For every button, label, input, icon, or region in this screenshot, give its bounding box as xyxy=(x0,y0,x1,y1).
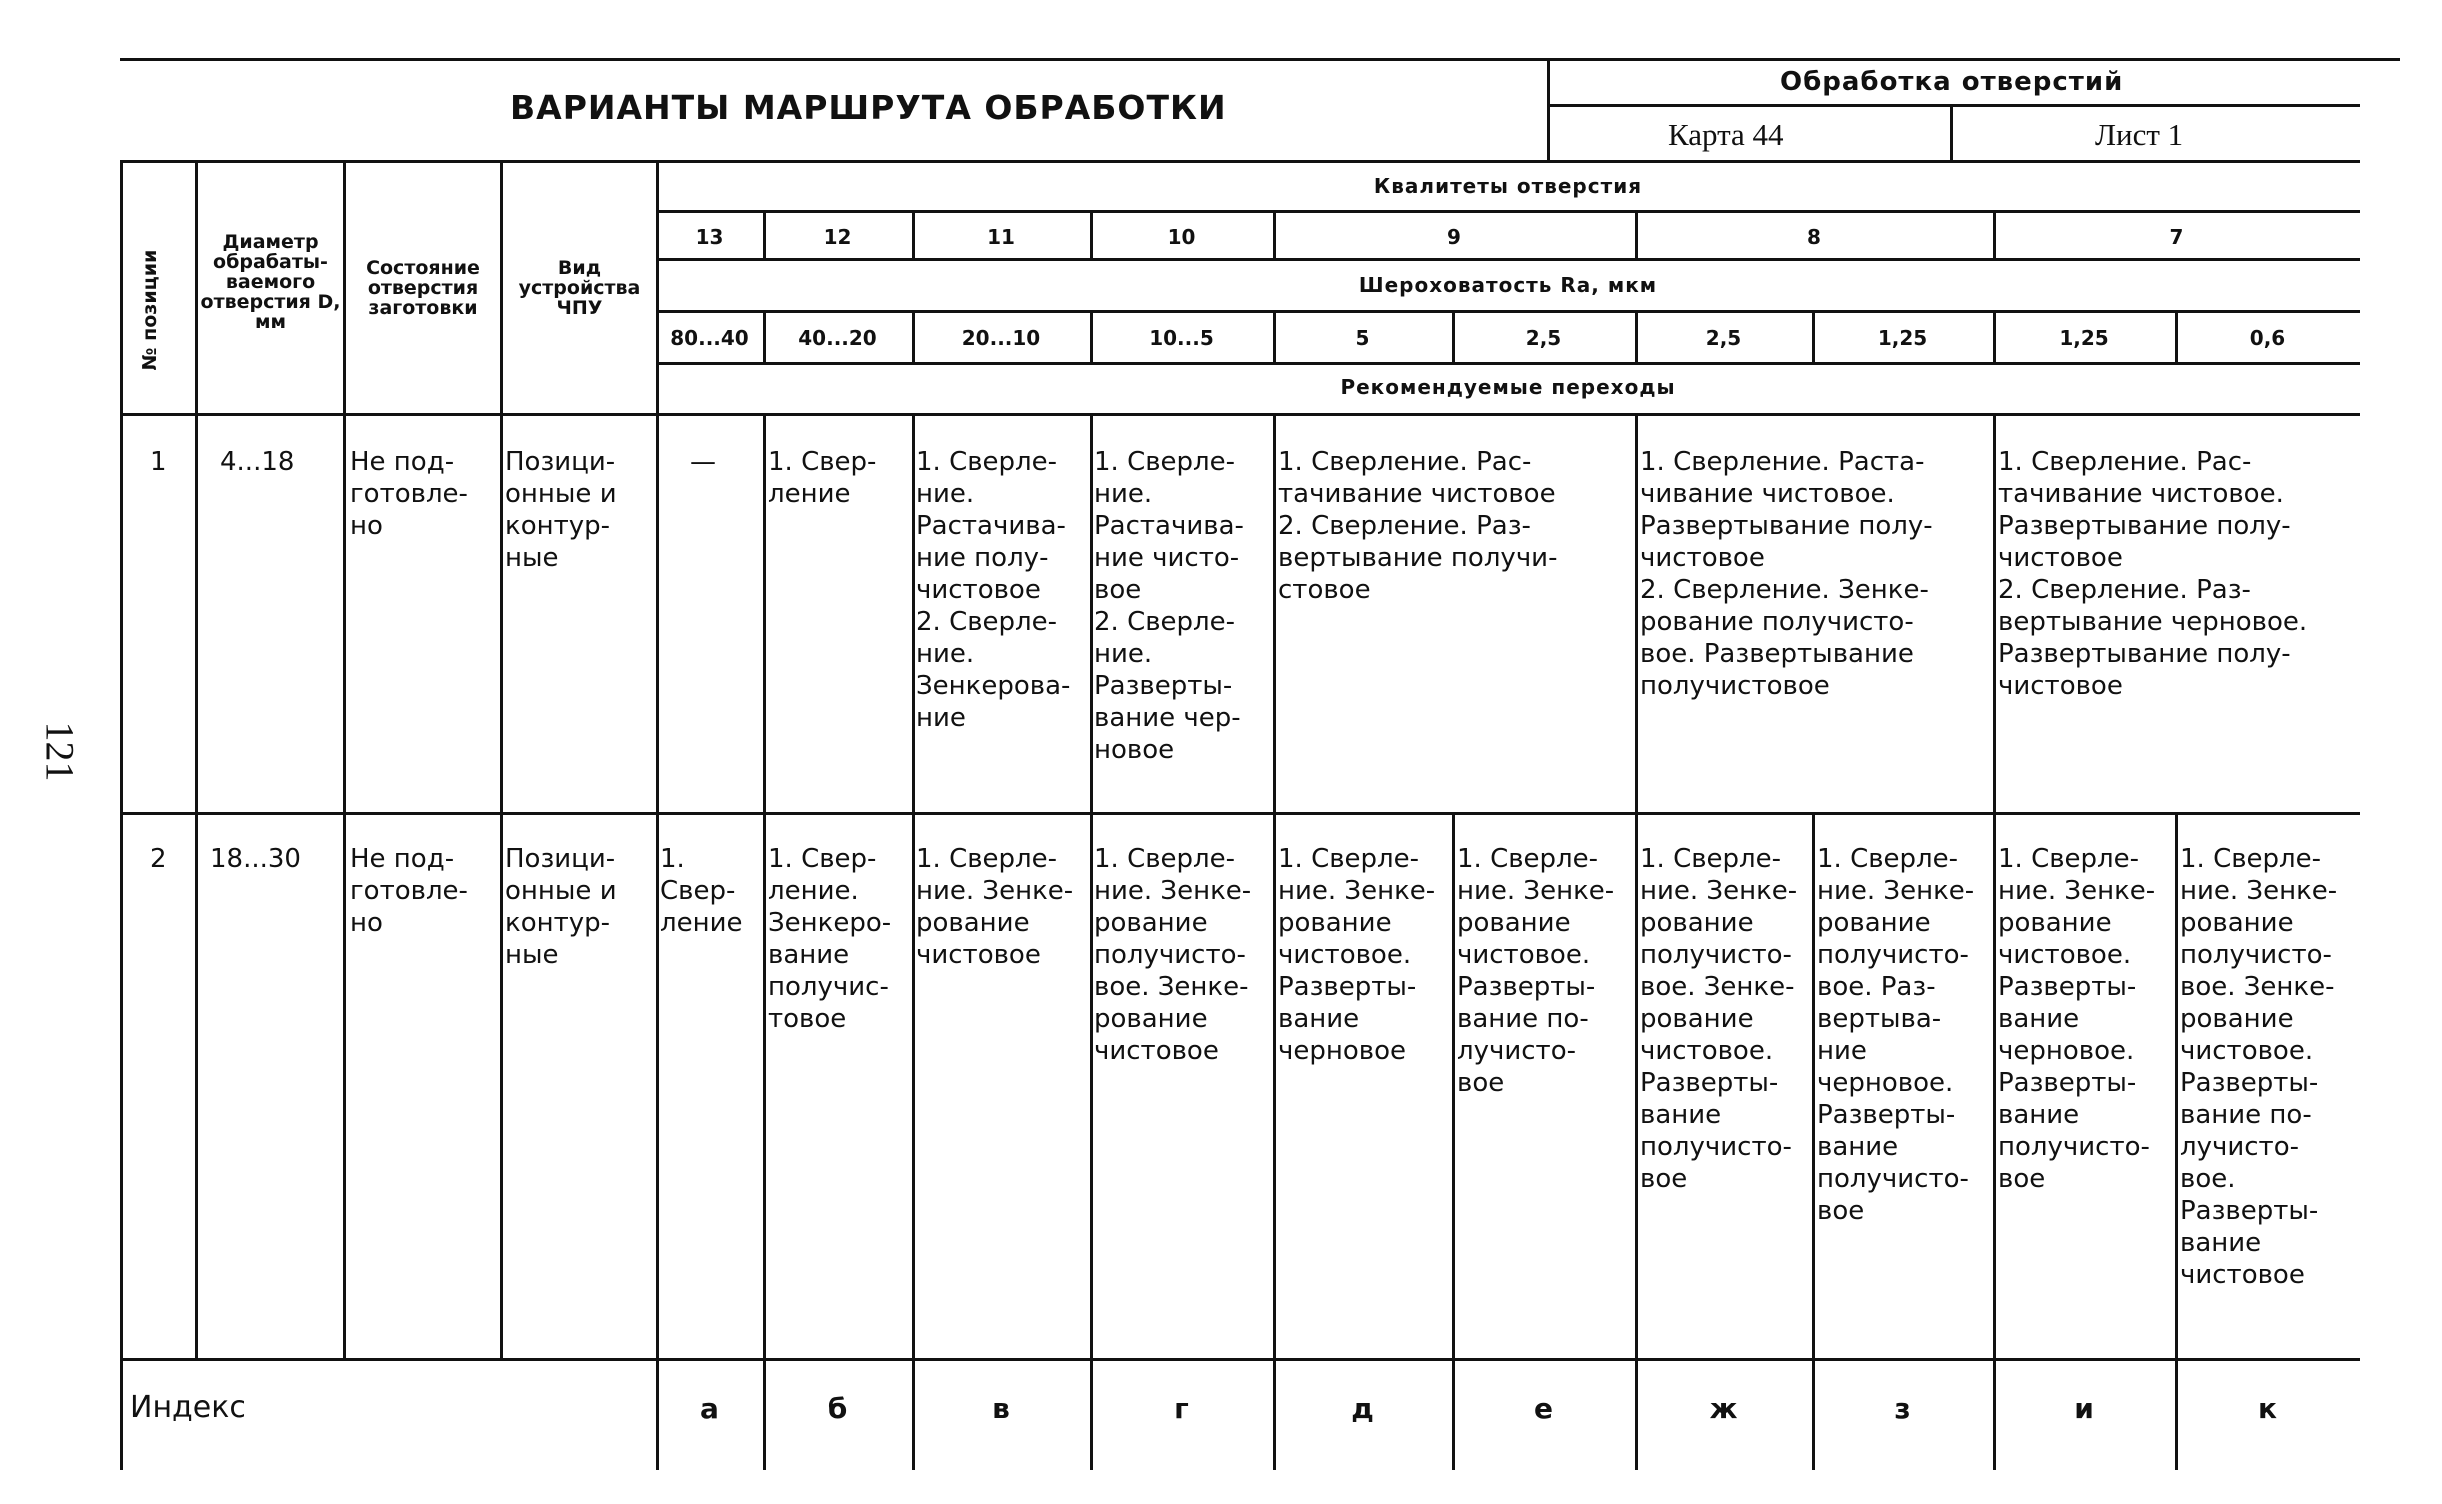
body-sep-9 xyxy=(1273,413,1276,1470)
row1-cnc: Позици- онные и контур- ные xyxy=(505,447,617,573)
quality-11: 11 xyxy=(987,225,1015,249)
body-sep-10 xyxy=(1090,413,1093,1470)
header-bottom-rule xyxy=(120,413,2360,416)
row2-cell-d: 1. Сверле- ние. Зенке- рование чистовое. Разверты- вание черновое xyxy=(1278,844,1436,1066)
roughness-8: 1,25 xyxy=(1877,326,1928,350)
row2-cell-g: 1. Сверле- ние. Зенке- рование получисто- вое. Зенке- рование чистовое xyxy=(1094,844,1252,1066)
row2-position: 2 xyxy=(150,844,167,874)
quality-13: 13 xyxy=(695,225,724,249)
col-diam-border xyxy=(343,160,346,1358)
roughness-2: 40...20 xyxy=(798,326,877,350)
row1-position: 1 xyxy=(150,447,167,477)
row1-q10: 1. Сверле- ние. Растачива- ние чисто- вое 2. Сверле- ние. Разверты- вание чер- новое xyxy=(1094,447,1244,765)
body-sep-11 xyxy=(912,413,915,1470)
row1-q11: 1. Сверле- ние. Растачива- ние полу- чистовое 2. Сверле- ние. Зенкерова- ние xyxy=(916,447,1071,733)
roughness-1: 80...40 xyxy=(670,326,749,350)
row1-q9: 1. Сверление. Рас- тачивание чистовое 2. Сверление. Раз- вертывание получи- стовое xyxy=(1278,447,1558,605)
index-label: Индекс xyxy=(130,1390,246,1425)
body-sep-7 xyxy=(1993,413,1996,1470)
roughness-6: 2,5 xyxy=(1525,326,1562,350)
roughness-7: 2,5 xyxy=(1705,326,1742,350)
row2-cell-b: 1. Свер- ление. Зенкеро- вание получис- товое xyxy=(768,844,892,1034)
diameter-header: Диаметр обрабаты-ваемого отверстия D, мм xyxy=(200,231,341,333)
quality-8: 8 xyxy=(1807,225,1821,249)
row2-cell-e: 1. Сверле- ние. Зенке- рование чистовое. Разверты- вание по- лучисто- вое xyxy=(1457,844,1615,1098)
quality-7: 7 xyxy=(2169,225,2184,249)
row1-state: Не под- готовле- но xyxy=(350,447,468,541)
roughness-3: 20...10 xyxy=(961,326,1041,350)
row1-q13: — xyxy=(690,447,716,477)
card-number: Карта 44 xyxy=(1668,117,1784,152)
index-i: и xyxy=(2074,1392,2094,1425)
body-sep-9b xyxy=(1452,812,1455,1470)
cnc-header: Вид устройства ЧПУ xyxy=(518,257,641,319)
body-sep-8b xyxy=(1812,812,1815,1470)
state-header: Состояние отверстия заготовки xyxy=(366,257,480,319)
row2-cell-zh: 1. Сверле- ние. Зенке- рование получисто- вое. Зенке- рование чистовое. Разверты- вание получисто- вое xyxy=(1640,844,1798,1194)
row2-cell-z: 1. Сверле- ние. Зенке- рование получисто- вое. Раз- вертыва- ние черновое. Разверты- вание получисто- вое xyxy=(1817,844,1975,1226)
body-sep-12 xyxy=(763,413,766,1470)
sheet-number: Лист 1 xyxy=(2095,117,2184,152)
index-d: д xyxy=(1351,1392,1374,1425)
header-divider xyxy=(1547,58,1550,162)
row1-bottom-rule xyxy=(120,812,2360,815)
section-title: Обработка отверстий xyxy=(1780,67,2124,97)
index-zh: ж xyxy=(1709,1392,1738,1425)
row2-diameter: 18...30 xyxy=(210,844,301,874)
index-k: к xyxy=(2257,1392,2277,1425)
index-z: з xyxy=(1894,1392,1911,1425)
row1-q7: 1. Сверление. Рас- тачивание чистовое. Развертывание полу- чистовое 2. Сверление. Раз- вертывание черновое. Развертывание полу- чистовое xyxy=(1998,447,2308,701)
index-g: г xyxy=(1174,1392,1189,1425)
row2-bottom-rule xyxy=(120,1358,2360,1361)
table-top-rule xyxy=(120,160,2360,163)
index-b: б xyxy=(827,1392,848,1425)
page-title: ВАРИАНТЫ МАРШРУТА ОБРАБОТКИ xyxy=(510,88,1227,127)
col-state-border xyxy=(500,160,503,1358)
col-pos-border xyxy=(195,160,198,1358)
roughness-title: Шероховатость Ra, мкм xyxy=(1358,273,1658,297)
row1-diameter: 4...18 xyxy=(220,447,295,477)
quality-10: 10 xyxy=(1167,225,1196,249)
row1-q8: 1. Сверление. Раста- чивание чистовое. Развертывание полу- чистовое 2. Сверление. Зенке- рование получисто- вое. Развертывание получистовое xyxy=(1640,447,1933,701)
header-rule-right xyxy=(1550,104,2360,107)
position-header: № позиции xyxy=(139,249,161,371)
row2-cell-a: 1. Свер- ление xyxy=(660,844,743,938)
qualities-rule xyxy=(656,258,2360,261)
row2-cell-k: 1. Сверле- ние. Зенке- рование получисто- вое. Зенке- рование чистовое. Разверты- вание по- лучисто- вое. Разверты- вание чистовое xyxy=(2180,844,2338,1290)
roughness-rule xyxy=(656,362,2360,365)
transitions-title: Рекомендуемые переходы xyxy=(1340,375,1676,399)
quality-9: 9 xyxy=(1447,225,1461,249)
roughness-4: 10...5 xyxy=(1149,326,1214,350)
row2-state: Не под- готовле- но xyxy=(350,844,468,938)
body-sep-7b xyxy=(2175,812,2178,1470)
row2-cell-v: 1. Сверле- ние. Зенке- рование чистовое xyxy=(916,844,1074,970)
table-left-border xyxy=(120,160,123,1470)
card-sheet-divider xyxy=(1950,104,1953,162)
page-number: 121 xyxy=(37,721,83,782)
roughness-10: 0,6 xyxy=(2249,326,2286,350)
qualities-title: Квалитеты отверстия xyxy=(1373,174,1643,198)
index-e: е xyxy=(1534,1392,1553,1425)
top-rule xyxy=(120,58,2400,61)
body-sep-8 xyxy=(1635,413,1638,1470)
col-cnc-border xyxy=(656,160,659,1470)
row2-cnc: Позици- онные и контур- ные xyxy=(505,844,617,970)
row1-q12: 1. Свер- ление xyxy=(768,447,877,509)
quality-12: 12 xyxy=(823,225,852,249)
index-a: а xyxy=(700,1392,719,1425)
roughness-9: 1,25 xyxy=(2059,326,2109,350)
roughness-5: 5 xyxy=(1355,326,1370,350)
index-v: в xyxy=(992,1392,1010,1425)
row2-cell-i: 1. Сверле- ние. Зенке- рование чистовое. Разверты- вание черновое. Разверты- вание получисто- вое xyxy=(1998,844,2156,1194)
